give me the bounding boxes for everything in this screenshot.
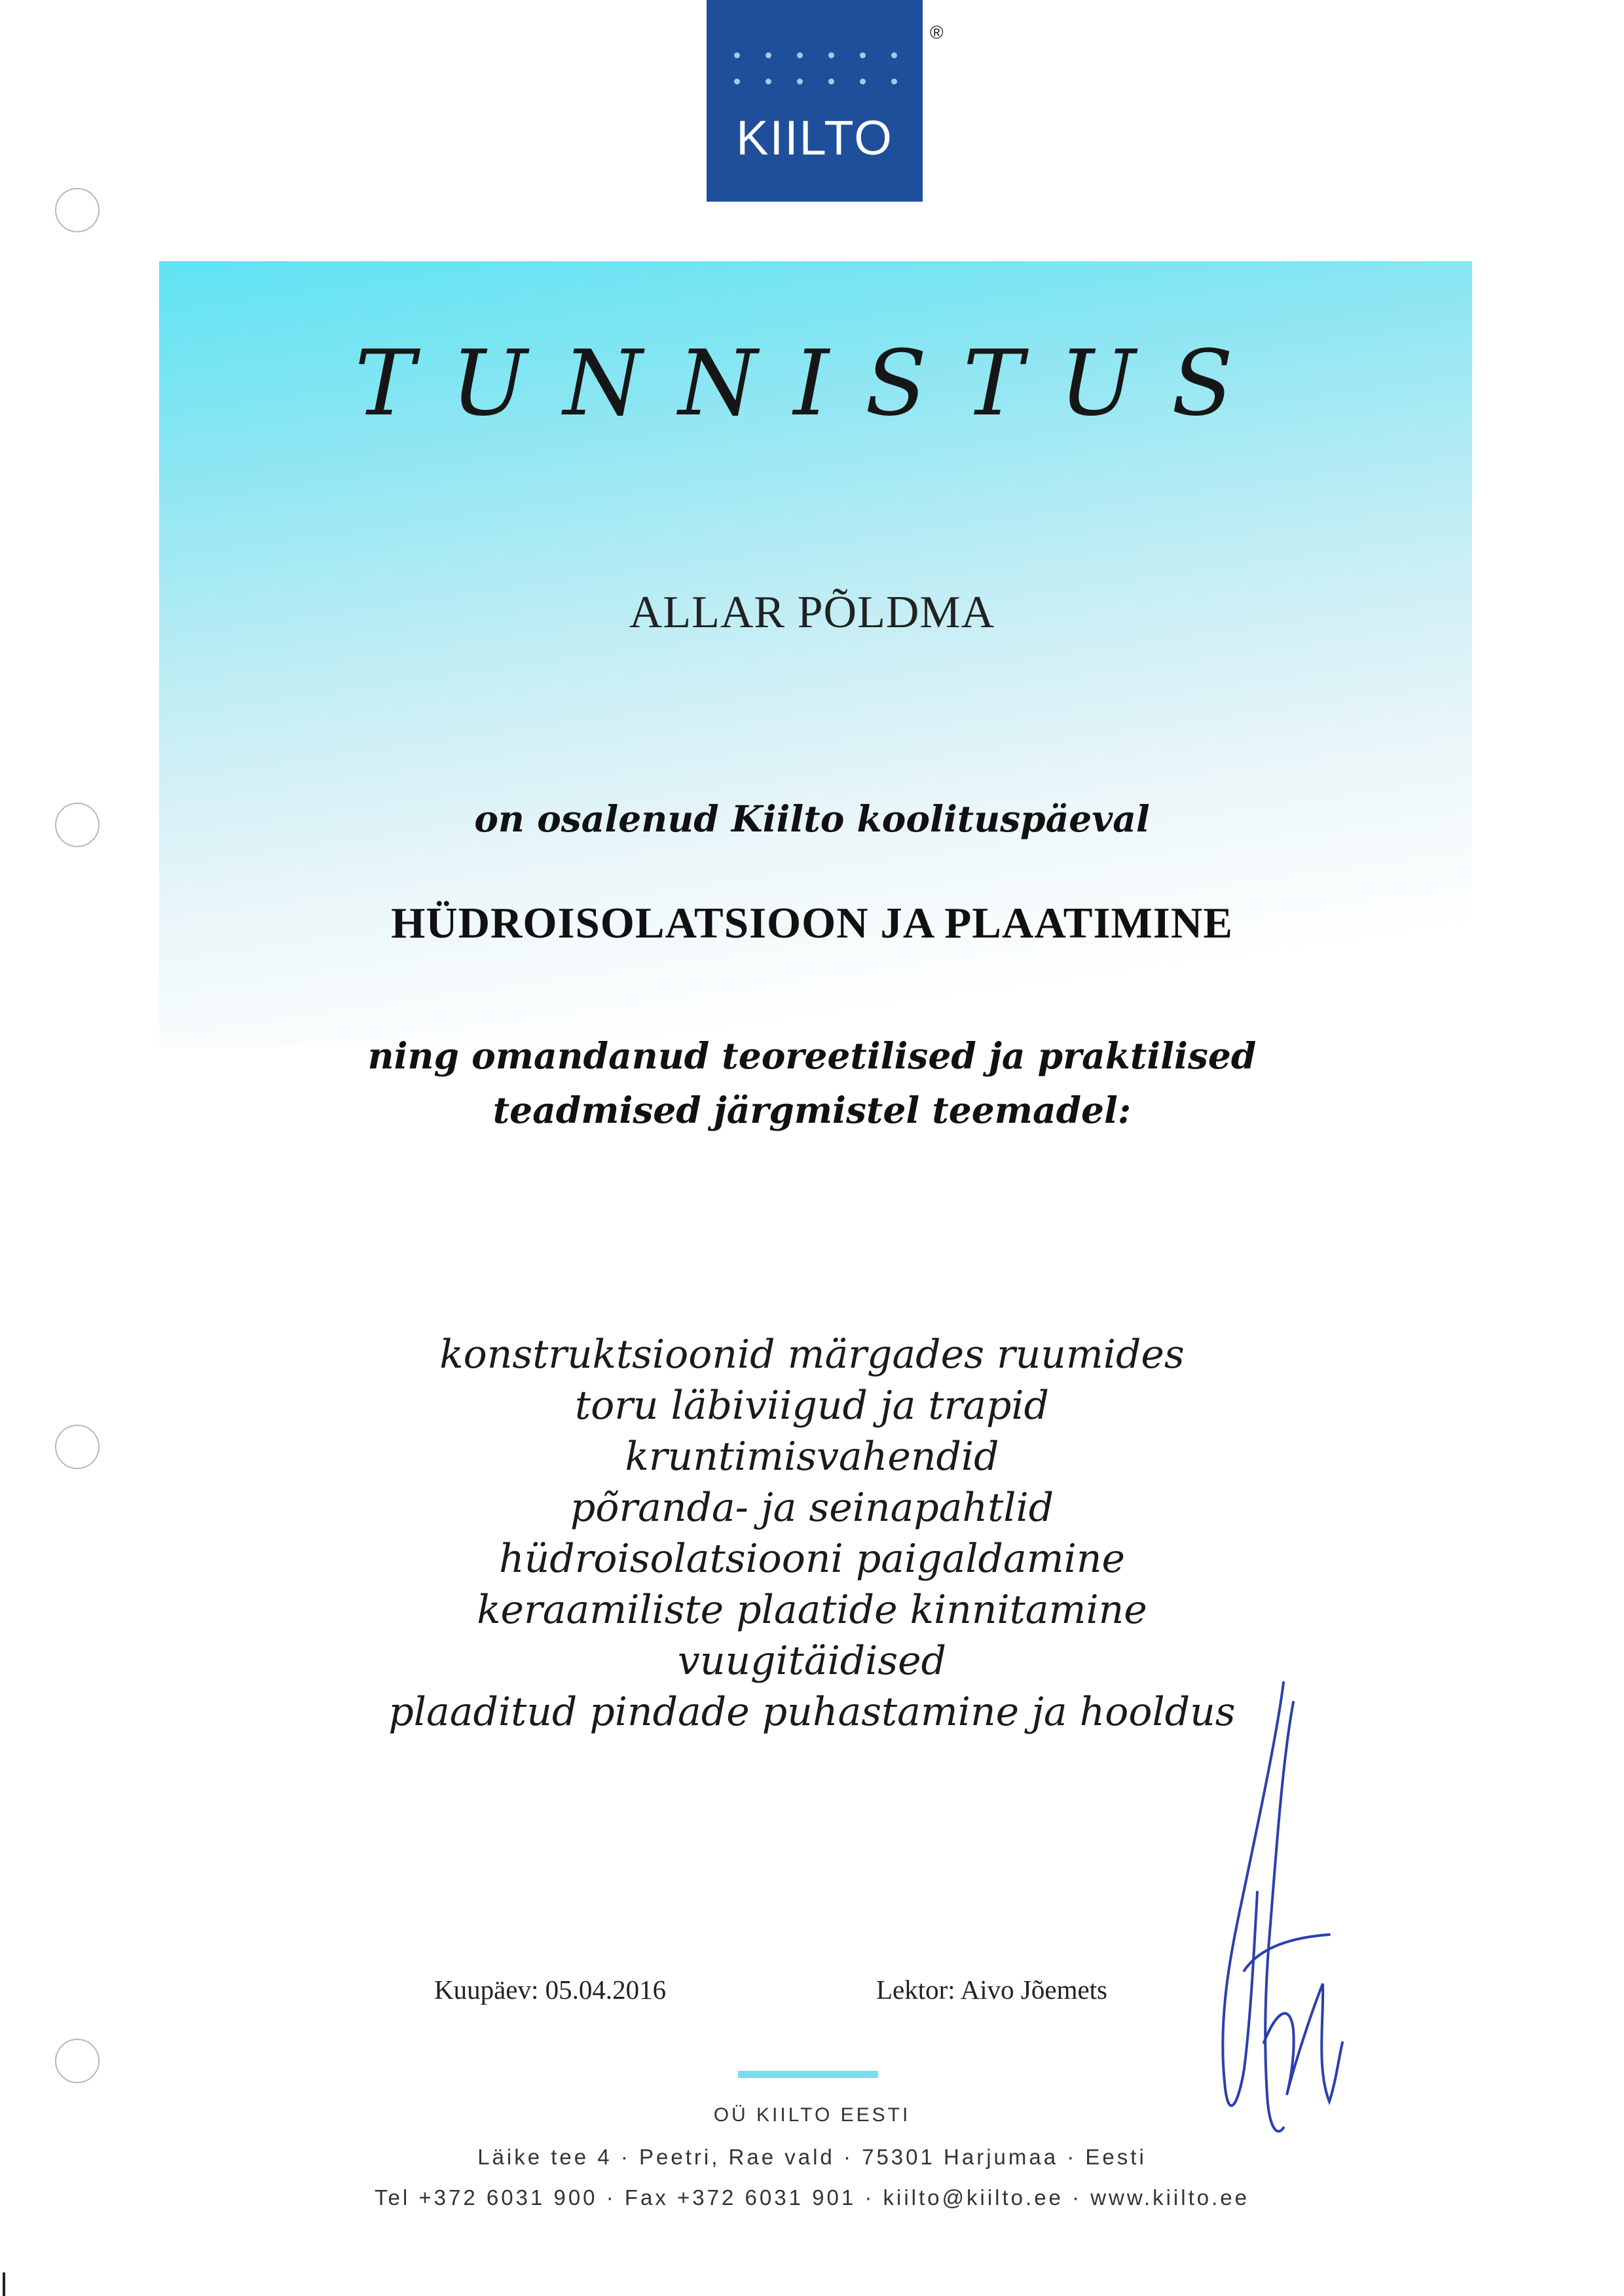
course-name: HÜDROISOLATSIOON JA PLAATIMINE xyxy=(391,899,1233,947)
topic-item: hüdroisolatsiooni paigaldamine xyxy=(499,1536,1125,1582)
recipient-name: ALLAR PÕLDMA xyxy=(629,587,995,638)
topic-item: konstruktsioonid märgades ruumides xyxy=(439,1332,1185,1377)
participation-line: on osalenud Kiilto koolituspäeval xyxy=(474,797,1150,840)
company-contacts: Tel +372 6031 900 · Fax +372 6031 901 · kiilto@kiilto.ee · www.kiilto.ee xyxy=(375,2185,1249,2210)
date-line: Kuupäev: 05.04.2016 xyxy=(434,1975,667,2005)
topic-item: toru läbiviigud ja trapid xyxy=(574,1383,1049,1429)
topic-item: keraamiliste plaatide kinnitamine xyxy=(477,1587,1147,1633)
topic-item: kruntimisvahendid xyxy=(625,1434,999,1480)
company-address: Läike tee 4 · Peetri, Rae vald · 75301 Harjumaa · Eesti xyxy=(477,2145,1147,2169)
knowledge-line-1: ning omandanud teoreetilised ja praktilised xyxy=(367,1034,1257,1077)
footer-accent-bar xyxy=(738,2071,878,2078)
handwritten-signature xyxy=(1179,1676,1388,2167)
scan-edge-mark xyxy=(3,2272,5,2296)
lecturer-line: Lektor: Aivo Jõemets xyxy=(876,1975,1108,2005)
topic-item: plaaditud pindade puhastamine ja hooldus xyxy=(388,1689,1236,1735)
punch-hole xyxy=(55,188,100,232)
company-name: OÜ KIILTO EESTI xyxy=(713,2104,911,2126)
topic-item: vuugitäidised xyxy=(677,1638,947,1684)
certificate-title: TUNNISTUS xyxy=(354,331,1270,436)
topic-item: põranda- ja seinapahtlid xyxy=(570,1485,1054,1531)
registered-mark: ® xyxy=(930,22,944,43)
logo-wordmark: KIILTO xyxy=(736,111,893,165)
knowledge-line-2: teadmised järgmistel teemadel: xyxy=(492,1089,1132,1131)
punch-hole xyxy=(55,2039,100,2083)
kiilto-logo xyxy=(707,0,923,202)
